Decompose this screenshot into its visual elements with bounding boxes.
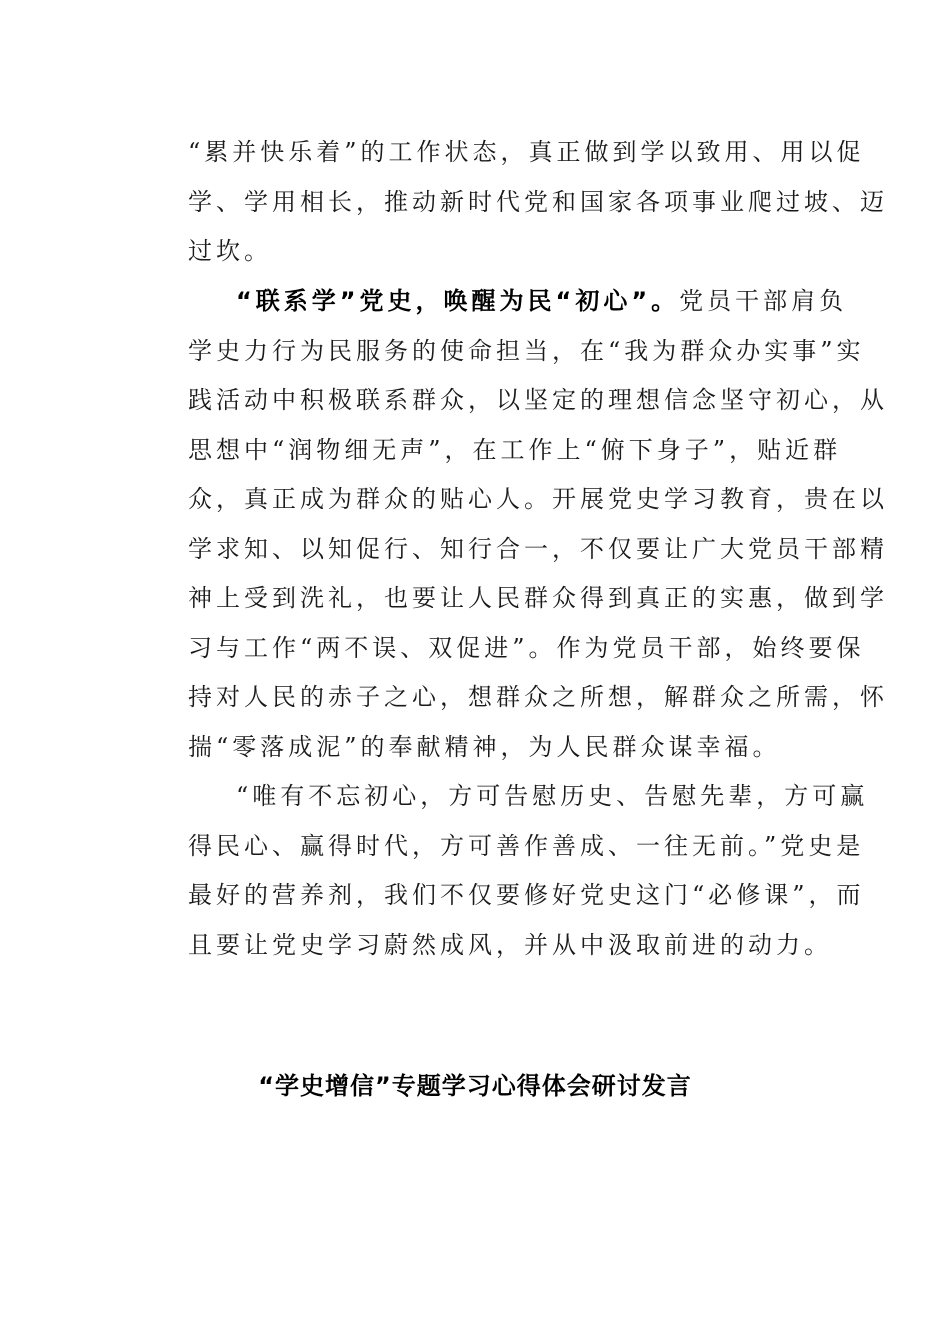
text-line: 持对人民的赤子之心，想群众之所想，解群众之所需，怀: [188, 683, 888, 711]
text-line-rest: 党员干部肩负: [679, 287, 848, 315]
text-line: 最好的营养剂，我们不仅要修好党史这门“必修课”，而: [188, 881, 865, 909]
paragraph-1: [188, 128, 888, 277]
text-line: “唯有不忘初心，方可告慰历史、告慰先辈，方可赢: [236, 782, 869, 810]
text-line: 学史力行为民服务的使命担当，在“我为群众办实事”实: [188, 336, 865, 365]
text-line: “累并快乐着”的工作状态，真正做到学以致用、用以促: [188, 138, 865, 166]
text-line: 学、学用相长，推动新时代党和国家各项事业爬过坡、迈: [188, 187, 888, 216]
text-line: [188, 277, 848, 327]
text-line: 得民心、赢得时代，方可善作善成、一往无前。”党史是: [188, 831, 865, 860]
text-line: 习与工作“两不误、双促进”。作为党员干部，始终要保: [188, 633, 865, 662]
paragraph-heading: “联系学”党史，唤醒为民“初心”。: [236, 287, 680, 315]
text-line: 众，真正成为群众的贴心人。开展党史学习教育，贵在以: [188, 485, 888, 513]
text-line: 且要让党史学习蔚然成风，并从中汲取前进的动力。: [188, 930, 832, 959]
paragraph-3: [188, 772, 869, 970]
text-line: 学求知、以知促行、知行合一，不仅要让广大党员干部精: [188, 534, 888, 563]
paragraph-2: [188, 277, 888, 772]
text-line: 思想中“润物细无声”，在工作上“俯下身子”，贴近群: [188, 435, 842, 464]
text-line: 过坎。: [188, 237, 272, 265]
text-line: 践活动中积极联系群众，以坚定的理想信念坚守初心，从: [188, 386, 888, 414]
text-line: 揣“零落成泥”的奉献精神，为人民群众谋幸福。: [188, 732, 781, 761]
next-article-title: “学史增信”专题学习心得体会研讨发言: [258, 1072, 692, 1100]
text-line: 神上受到洗礼，也要让人民群众得到真正的实惠，做到学: [188, 584, 888, 612]
